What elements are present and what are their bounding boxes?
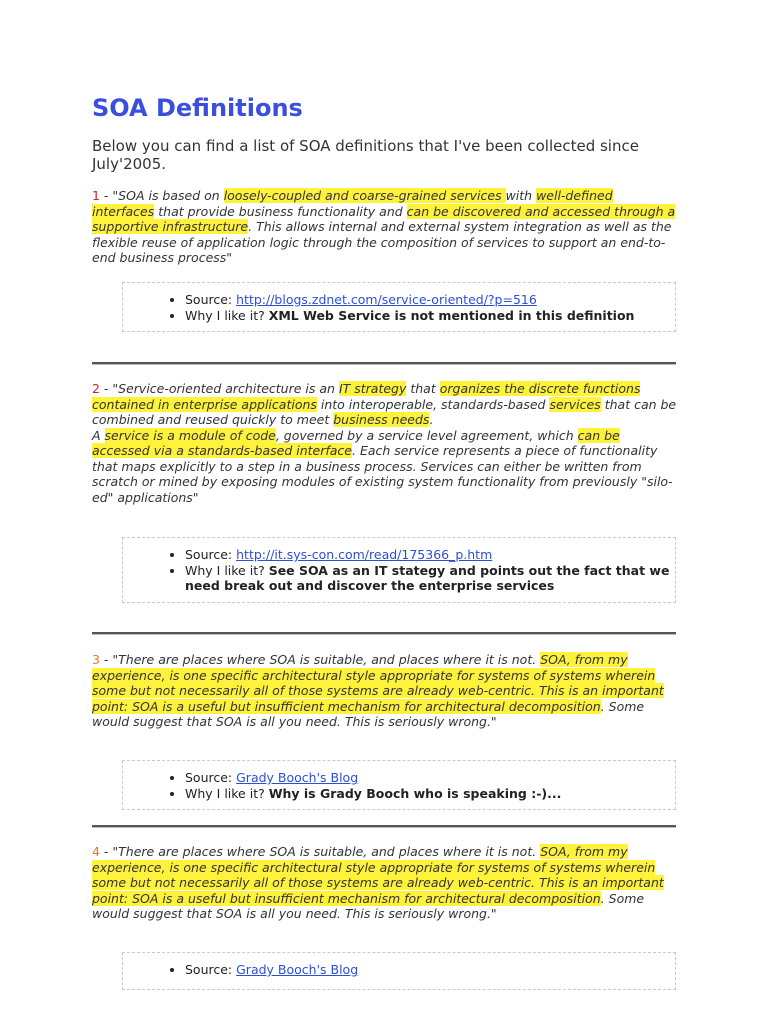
definition-dash: - <box>99 381 113 396</box>
intro-paragraph: Below you can find a list of SOA definitions that I've been collected since July'2005. <box>92 137 639 173</box>
definition-number: 4 <box>92 844 100 859</box>
definition-number: 1 <box>92 188 100 203</box>
definition-4 <box>92 844 678 922</box>
quote-text: that can be combined and reused quickly to meet <box>92 396 677 427</box>
definition-1 <box>92 188 678 266</box>
quote-text: . Some would suggest that SOA is all you need. This is seriously wrong." <box>92 890 645 921</box>
source-box-3 <box>122 760 676 810</box>
definition-number: 2 <box>92 381 100 396</box>
why-item <box>185 563 675 594</box>
definition-quote <box>92 652 664 729</box>
definition-quote <box>92 844 664 921</box>
quote-text: with <box>505 188 537 203</box>
why-item <box>185 786 675 802</box>
quote-text: "Service-oriented architecture is an <box>112 381 339 396</box>
quote-text: "SOA is based on <box>112 188 224 203</box>
quote-highlight: organizes the discrete functions contained in enterprise applications <box>92 381 641 412</box>
quote-text: . <box>429 412 434 427</box>
definition-quote <box>92 381 676 505</box>
source-link[interactable]: http://blogs.zdnet.com/service-oriented/?p=516 <box>236 292 537 307</box>
source-label: Source: <box>185 770 237 785</box>
source-item <box>185 547 675 563</box>
source-label: Source: <box>185 962 237 977</box>
why-text: Why is Grady Booch who is speaking :-)... <box>268 785 562 801</box>
why-item <box>185 308 675 324</box>
source-link[interactable]: Grady Booch's Blog <box>236 770 359 785</box>
source-link[interactable]: http://it.sys-con.com/read/175366_p.htm <box>236 547 493 562</box>
quote-highlight: business needs <box>333 412 430 427</box>
definition-dash: - <box>99 844 113 859</box>
quote-text: . Each service represents a piece of functionality that maps explicitly to a step in a business process. Services can either be written from scratch or mined by exposing modules of existing system functionality from previously "silo-ed" applications" <box>92 443 673 505</box>
quote-highlight: service is a module of code <box>104 427 276 443</box>
page-title: SOA Definitions <box>92 94 303 122</box>
quote-highlight: can be accessed via a standards-based interface <box>92 427 620 458</box>
divider <box>92 825 676 828</box>
quote-text: that <box>406 381 440 396</box>
source-label: Source: <box>185 292 237 307</box>
quote-highlight: can be discovered and accessed through a supportive infrastructure <box>92 203 676 234</box>
quote-highlight: SOA, from my experience, is one specific architectural style appropriate for systems of systems wherein some but not necessarily all of those systems are already web-centric. This is an important point: SOA is a useful but insufficient mechanism for architectural decomposition <box>92 652 664 714</box>
source-label: Source: <box>185 547 237 562</box>
quote-text: , governed by a service level agreement, which <box>275 427 578 443</box>
definition-3 <box>92 652 678 730</box>
divider <box>92 362 676 365</box>
quote-highlight: IT strategy <box>338 381 407 396</box>
definition-dash: - <box>99 652 113 667</box>
definition-dash: - <box>99 188 113 203</box>
source-item <box>185 770 675 786</box>
why-label: Why I like it? <box>185 785 269 801</box>
source-item <box>185 292 675 308</box>
quote-highlight: services <box>549 396 601 412</box>
why-text: See SOA as an IT stategy and points out the fact that we need break out and discover the enterprise services <box>185 562 670 593</box>
quote-highlight: loosely-coupled and coarse-grained services <box>223 188 506 203</box>
why-label: Why I like it? <box>185 307 269 323</box>
quote-text: "There are places where SOA is suitable, and places where it is not. <box>112 652 541 667</box>
quote-text: "There are places where SOA is suitable, and places where it is not. <box>112 844 541 859</box>
quote-highlight: well-defined interfaces <box>92 188 613 219</box>
quote-text: . This allows internal and external system integration as well as the flexible reuse of application logic through the composition of services to support an end-to-end business process" <box>92 219 672 265</box>
quote-text: that provide business functionality and <box>154 203 407 219</box>
quote-text: A <box>92 427 105 443</box>
why-text: XML Web Service is not mentioned in this definition <box>268 307 635 323</box>
source-link[interactable]: Grady Booch's Blog <box>236 962 359 977</box>
source-box-4 <box>122 952 676 990</box>
definition-2 <box>92 381 678 505</box>
quote-text: into interoperable, standards-based <box>316 396 550 412</box>
source-box-1 <box>122 282 676 332</box>
definition-quote <box>92 188 675 265</box>
why-label: Why I like it? <box>185 562 269 578</box>
quote-highlight: SOA, from my experience, is one specific architectural style appropriate for systems of systems wherein some but not necessarily all of those systems are already web-centric. This is an important point: SOA is a useful but insufficient mechanism for architectural decomposition <box>92 844 664 906</box>
source-item <box>185 962 675 978</box>
divider <box>92 632 676 635</box>
definition-number: 3 <box>92 652 100 667</box>
source-box-2 <box>122 537 676 603</box>
quote-text: . Some would suggest that SOA is all you need. This is seriously wrong." <box>92 698 645 729</box>
